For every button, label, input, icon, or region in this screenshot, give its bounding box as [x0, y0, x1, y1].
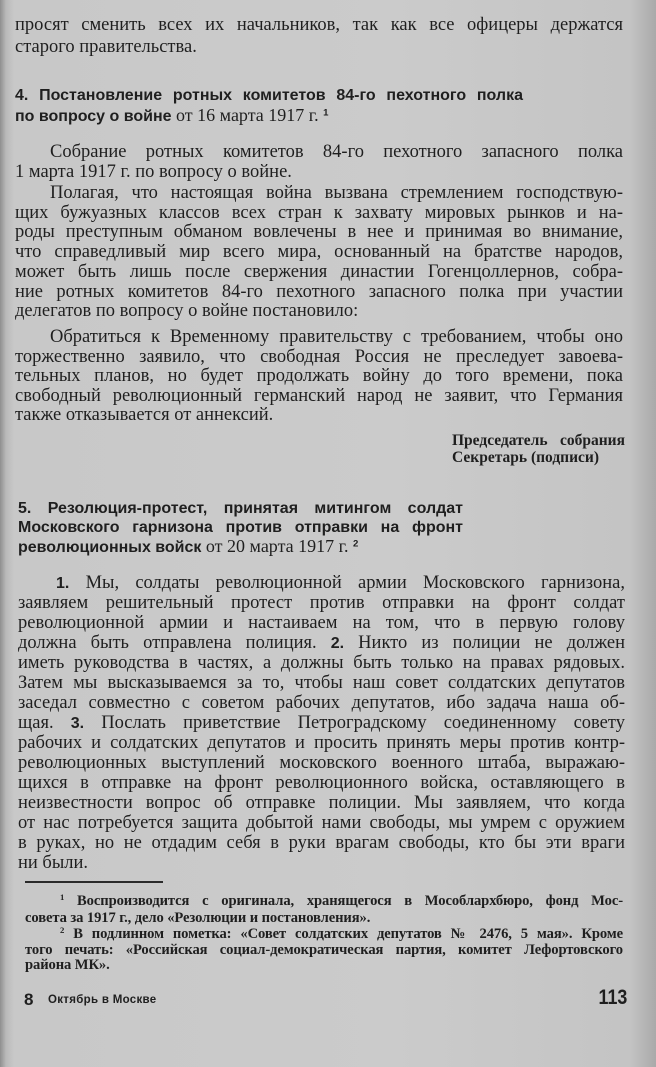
text-line	[15, 222, 623, 242]
text-line	[18, 593, 625, 613]
text-segment: роды преступным обманом вовлечены в нее и принимая во внимание,	[15, 222, 623, 243]
text-segment: иметь руководства в частях, а должны быть только на правах рядовых.	[18, 653, 625, 673]
text-segment: должна быть отправлена полиция.	[18, 633, 331, 653]
text-segment: Послать приветствие Петроградскому соединенному совету	[84, 713, 625, 733]
text-line	[18, 693, 625, 713]
heading-line	[18, 519, 463, 537]
text-line	[18, 833, 625, 853]
text-segment: революционных выступлений московского военного штаба, выражаю-	[18, 753, 625, 773]
text-segment: ни были.	[18, 853, 89, 873]
text-line	[18, 613, 625, 633]
text-line	[60, 926, 623, 942]
bold-text: революционных войск	[18, 539, 202, 556]
text-line	[15, 282, 623, 302]
text-line	[452, 450, 625, 466]
book-title-footer: Октябрь в Москве	[48, 994, 157, 1006]
text-segment: Затем мы высказываемся за то, чтобы наш совет солдатских депутатов	[18, 673, 625, 693]
text-segment: может быть лишь после свержения династии Гогенцоллернов, собра-	[15, 261, 623, 282]
text-segment: Обратиться к Временному правительству с требованием, чтобы оно	[50, 327, 623, 347]
text-segment: совета за 1917 г., дело «Резолюции и постановления».	[25, 910, 371, 926]
page-number: 113	[598, 986, 628, 1009]
text-segment: заседал совместно с советом рабочих депутатов, ибо задача наша об-	[18, 693, 625, 713]
text-segment: торжественно заявило, что свободная Россия не преследует завоева-	[15, 346, 623, 367]
text-segment: неизвестности вопрос об отправке полиции. Мы заявляем, что когда	[18, 793, 625, 813]
text-line	[15, 366, 623, 386]
text-segment: также отказывается от аннексий.	[15, 405, 274, 425]
footnote-ref: 2	[353, 538, 359, 550]
text-line	[15, 162, 623, 182]
text-segment: 1 марта 1917 г. по вопросу о войне.	[15, 161, 292, 182]
text-line	[50, 142, 623, 162]
text-line	[18, 653, 625, 673]
text-line	[18, 713, 625, 733]
text-line	[15, 301, 623, 321]
text-segment: Секретарь (подписи)	[452, 448, 600, 466]
text-segment: Председатель собрания	[452, 432, 625, 449]
text-line	[452, 433, 625, 449]
footnote-ref: 1	[60, 891, 65, 902]
text-segment: от нас потребуется защита добытой нами свободы, мы умрем с оружием	[18, 813, 625, 833]
text-line	[18, 853, 625, 873]
text-segment: свободный революционный германский народ не заявит, что Германия	[15, 385, 623, 406]
printer-signature-mark: 8	[24, 990, 34, 1009]
heading-line	[18, 500, 463, 518]
text-line	[18, 633, 625, 653]
heading-line	[15, 106, 523, 124]
text-line	[60, 893, 623, 909]
text-segment: Никто из полиции не должен	[344, 633, 625, 653]
text-line	[15, 242, 623, 262]
text-segment: района МК».	[25, 957, 110, 973]
text-segment: ние ротных комитетов 84-го пехотного запасного полка при участии	[15, 281, 623, 302]
text-segment: Мы, солдаты революционной армии Московского гарнизона,	[69, 573, 625, 593]
text-line	[18, 773, 625, 793]
text-line	[15, 262, 623, 282]
text-segment: просят сменить всех их начальников, так как все офицеры держатся	[15, 15, 623, 35]
text-line	[15, 37, 623, 57]
bold-text: 1.	[56, 575, 70, 592]
text-segment: щих бужуазных классов всех стран к захвату мировых рынков и на-	[15, 202, 623, 223]
text-segment: Полагая, что настоящая война вызвана стремлением господствую-	[50, 183, 623, 203]
heading-line	[15, 87, 523, 105]
bold-text: по вопросу о войне	[15, 107, 172, 125]
text-segment: тельных планов, но будет продолжать войну до того времени, пока	[15, 366, 623, 386]
bold-text: 3.	[70, 715, 85, 732]
text-segment: щая.	[18, 713, 71, 733]
footnote-ref: 2	[60, 924, 65, 935]
text-segment: В подлинном пометка: «Совет солдатских депутатов № 2476, 5 мая». Кроме	[64, 926, 623, 942]
text-line	[18, 753, 625, 773]
text-line	[18, 733, 625, 753]
text-segment: того печать: «Российская социал-демократическая партия, комитет Лефортовского	[25, 941, 623, 958]
text-segment: революционной армии и настаиваем на том, что в первую голову	[18, 613, 625, 633]
text-segment: рабочих и солдатских депутатов и просить принять меры против контр-	[18, 733, 625, 753]
text-line	[15, 405, 623, 425]
bold-text: 4. Постановление ротных комитетов 84-го пехотного полка	[15, 87, 523, 104]
text-segment: Собрание ротных комитетов 84-го пехотного запасного полка	[50, 142, 623, 162]
text-line	[25, 910, 623, 926]
text-segment: старого правительства.	[15, 36, 197, 57]
text-segment: Воспроизводится с оригинала, хранящегося в Мособлархбюро, фонд Мос-	[64, 893, 623, 909]
text-line	[15, 386, 623, 406]
text-line	[25, 957, 623, 973]
text-segment: делегатов по вопросу о войне постановило:	[15, 301, 359, 322]
text-line	[56, 573, 625, 593]
text-line	[15, 15, 623, 35]
text-segment: что справедливый мир всего мира, основанный на братстве народов,	[15, 242, 623, 263]
bold-text: 5. Резолюция-протест, принятая митингом солдат	[18, 500, 463, 517]
heading-line	[18, 537, 463, 555]
text-line	[18, 813, 625, 833]
text-segment: в руках, но не отдадим себя в руки врагам свободы, кто бы эти враги	[18, 833, 625, 853]
text-segment: щихся в отправке на фронт революционного войска, оставляющего в	[18, 773, 625, 793]
text-line	[15, 203, 623, 223]
footnote-separator-rule	[25, 881, 163, 883]
text-line	[25, 942, 623, 958]
text-segment: заявляем решительный протест против отправки на фронт солдат	[18, 593, 625, 613]
footnote-ref: 1	[323, 106, 329, 118]
text-line	[15, 347, 623, 367]
text-line	[18, 793, 625, 813]
bold-text: Московского гарнизона против отправки на фронт	[18, 518, 463, 536]
bold-text: 2.	[330, 635, 345, 652]
text-line	[50, 183, 623, 203]
text-line	[18, 673, 625, 693]
text-line	[50, 327, 623, 347]
text-segment: от 16 марта 1917 г.	[171, 104, 324, 125]
text-segment: от 20 марта 1917 г.	[201, 536, 353, 556]
